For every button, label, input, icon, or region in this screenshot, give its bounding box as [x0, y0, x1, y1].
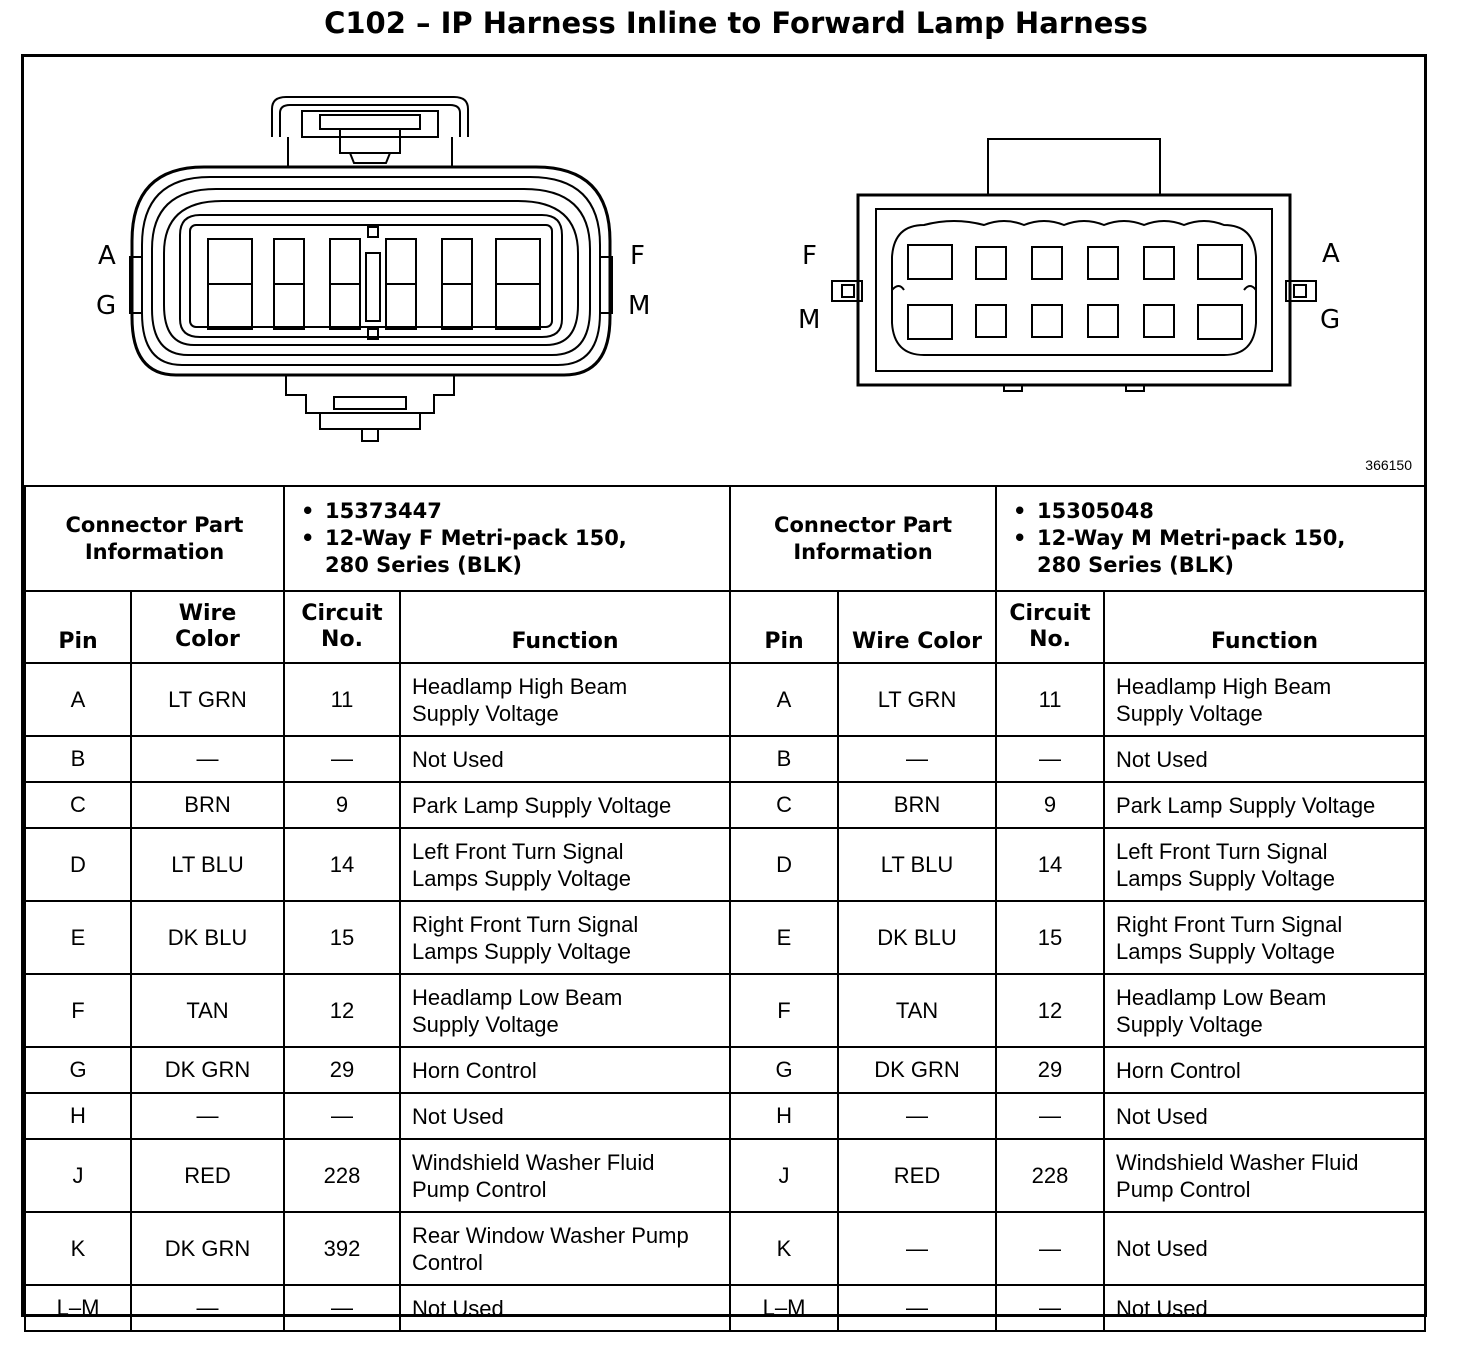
right-connector-label-f: F [802, 241, 817, 271]
right-circuit-cell: 9 [996, 782, 1104, 828]
left-info-value: • 15373447 • 12-Way F Metri-pack 150, 280 Series (BLK) [284, 486, 730, 591]
left-pin-cell: L–M [25, 1285, 131, 1331]
left-connector-label-m: M [628, 291, 651, 321]
right-part-description: 12-Way M Metri-pack 150, 280 Series (BLK) [1037, 526, 1346, 577]
connector-info-row [25, 486, 1425, 591]
table-row [25, 828, 1425, 901]
right-pin-cell: J [730, 1139, 838, 1212]
table-row [25, 1285, 1425, 1331]
right-header-pin: Pin [730, 591, 838, 663]
left-circuit-cell: 12 [284, 974, 400, 1047]
right-wire-color-cell: DK BLU [838, 901, 996, 974]
left-function-cell: Horn Control [400, 1047, 730, 1093]
right-function-cell: Headlamp Low Beam Supply Voltage [1104, 974, 1425, 1047]
left-wire-color-cell: — [131, 1093, 284, 1139]
right-circuit-cell: 14 [996, 828, 1104, 901]
left-wire-color-cell: RED [131, 1139, 284, 1212]
page-title: C102 – IP Harness Inline to Forward Lamp Harness [324, 6, 1148, 40]
left-pin-cell: G [25, 1047, 131, 1093]
left-header-circuit: Circuit No. [284, 591, 400, 663]
right-header-function: Function [1104, 591, 1425, 663]
left-function-cell: Headlamp High Beam Supply Voltage [400, 663, 730, 736]
left-circuit-cell: 15 [284, 901, 400, 974]
right-circuit-cell: — [996, 1093, 1104, 1139]
connector-drawing [24, 57, 1424, 485]
right-connector-label-m: M [798, 305, 821, 335]
right-circuit-cell: — [996, 736, 1104, 782]
right-wire-color-cell: LT BLU [838, 828, 996, 901]
right-info-value: • 15305048 • 12-Way M Metri-pack 150, 280 Series (BLK) [996, 486, 1425, 591]
left-circuit-cell: 228 [284, 1139, 400, 1212]
left-circuit-cell: 29 [284, 1047, 400, 1093]
right-function-cell: Windshield Washer Fluid Pump Control [1104, 1139, 1425, 1212]
right-wire-color-cell: — [838, 736, 996, 782]
table-row [25, 1139, 1425, 1212]
right-function-cell: Right Front Turn Signal Lamps Supply Voltage [1104, 901, 1425, 974]
left-pin-cell: E [25, 901, 131, 974]
connector-diagram [24, 57, 1424, 485]
left-circuit-cell: 392 [284, 1212, 400, 1285]
left-function-cell: Park Lamp Supply Voltage [400, 782, 730, 828]
left-header-wire-color: Wire Color [131, 591, 284, 663]
pinout-table [24, 485, 1426, 1332]
right-pin-cell: G [730, 1047, 838, 1093]
left-pin-cell: K [25, 1212, 131, 1285]
left-pin-cell: A [25, 663, 131, 736]
right-wire-color-cell: LT GRN [838, 663, 996, 736]
right-pin-cell: A [730, 663, 838, 736]
left-wire-color-cell: TAN [131, 974, 284, 1047]
left-function-cell: Left Front Turn Signal Lamps Supply Voltage [400, 828, 730, 901]
table-row [25, 901, 1425, 974]
left-function-cell: Not Used [400, 736, 730, 782]
left-pin-cell: D [25, 828, 131, 901]
right-circuit-cell: — [996, 1285, 1104, 1331]
right-circuit-cell: 12 [996, 974, 1104, 1047]
left-circuit-cell: 9 [284, 782, 400, 828]
left-circuit-cell: 11 [284, 663, 400, 736]
left-wire-color-cell: — [131, 1285, 284, 1331]
connector-frame [21, 54, 1427, 1321]
right-function-cell: Horn Control [1104, 1047, 1425, 1093]
right-wire-color-cell: — [838, 1285, 996, 1331]
right-pin-cell: E [730, 901, 838, 974]
column-header-row [25, 591, 1425, 663]
male-connector-face [832, 139, 1316, 391]
right-connector-label-a: A [1322, 239, 1340, 269]
left-wire-color-cell: DK BLU [131, 901, 284, 974]
left-wire-color-cell: LT GRN [131, 663, 284, 736]
left-wire-color-cell: — [131, 736, 284, 782]
right-header-wire-color: Wire Color [838, 591, 996, 663]
left-connector-label-a: A [98, 241, 116, 271]
right-connector-label-g: G [1320, 305, 1341, 335]
left-connector-label-g: G [96, 291, 117, 321]
table-row [25, 1047, 1425, 1093]
female-connector-face [130, 97, 612, 441]
table-row [25, 736, 1425, 782]
left-function-cell: Not Used [400, 1093, 730, 1139]
right-function-cell: Not Used [1104, 736, 1425, 782]
left-header-function: Function [400, 591, 730, 663]
left-header-pin: Pin [25, 591, 131, 663]
left-function-cell: Right Front Turn Signal Lamps Supply Voltage [400, 901, 730, 974]
left-wire-color-cell: BRN [131, 782, 284, 828]
left-info-label: Connector Part Information [25, 486, 284, 591]
right-wire-color-cell: DK GRN [838, 1047, 996, 1093]
right-part-number: 15305048 [1037, 499, 1154, 523]
left-circuit-cell: — [284, 1093, 400, 1139]
right-pin-cell: H [730, 1093, 838, 1139]
left-wire-color-cell: LT BLU [131, 828, 284, 901]
right-function-cell: Not Used [1104, 1285, 1425, 1331]
right-pin-cell: L–M [730, 1285, 838, 1331]
left-connector-label-f: F [630, 241, 645, 271]
right-function-cell: Not Used [1104, 1212, 1425, 1285]
right-circuit-cell: 15 [996, 901, 1104, 974]
left-wire-color-cell: DK GRN [131, 1212, 284, 1285]
right-wire-color-cell: TAN [838, 974, 996, 1047]
table-row [25, 1093, 1425, 1139]
left-pin-cell: B [25, 736, 131, 782]
right-pin-cell: F [730, 974, 838, 1047]
right-pin-cell: B [730, 736, 838, 782]
left-function-cell: Windshield Washer Fluid Pump Control [400, 1139, 730, 1212]
left-function-cell: Rear Window Washer Pump Control [400, 1212, 730, 1285]
table-row [25, 663, 1425, 736]
left-pin-cell: H [25, 1093, 131, 1139]
table-row [25, 782, 1425, 828]
left-function-cell: Headlamp Low Beam Supply Voltage [400, 974, 730, 1047]
right-circuit-cell: — [996, 1212, 1104, 1285]
left-pin-cell: J [25, 1139, 131, 1212]
left-part-number: 15373447 [325, 499, 442, 523]
left-pin-cell: F [25, 974, 131, 1047]
figure-id: 366150 [1365, 457, 1412, 473]
right-info-label: Connector Part Information [730, 486, 996, 591]
right-function-cell: Headlamp High Beam Supply Voltage [1104, 663, 1425, 736]
right-pin-cell: C [730, 782, 838, 828]
right-wire-color-cell: BRN [838, 782, 996, 828]
table-row [25, 1212, 1425, 1285]
right-function-cell: Left Front Turn Signal Lamps Supply Voltage [1104, 828, 1425, 901]
right-circuit-cell: 29 [996, 1047, 1104, 1093]
left-function-cell: Not Used [400, 1285, 730, 1331]
right-wire-color-cell: RED [838, 1139, 996, 1212]
left-pin-cell: C [25, 782, 131, 828]
left-circuit-cell: 14 [284, 828, 400, 901]
right-wire-color-cell: — [838, 1212, 996, 1285]
right-function-cell: Park Lamp Supply Voltage [1104, 782, 1425, 828]
right-wire-color-cell: — [838, 1093, 996, 1139]
left-part-description: 12-Way F Metri-pack 150, 280 Series (BLK) [325, 526, 627, 577]
table-row [25, 974, 1425, 1047]
right-header-circuit: Circuit No. [996, 591, 1104, 663]
left-circuit-cell: — [284, 1285, 400, 1331]
right-circuit-cell: 11 [996, 663, 1104, 736]
right-pin-cell: D [730, 828, 838, 901]
right-function-cell: Not Used [1104, 1093, 1425, 1139]
right-circuit-cell: 228 [996, 1139, 1104, 1212]
right-pin-cell: K [730, 1212, 838, 1285]
left-circuit-cell: — [284, 736, 400, 782]
left-wire-color-cell: DK GRN [131, 1047, 284, 1093]
